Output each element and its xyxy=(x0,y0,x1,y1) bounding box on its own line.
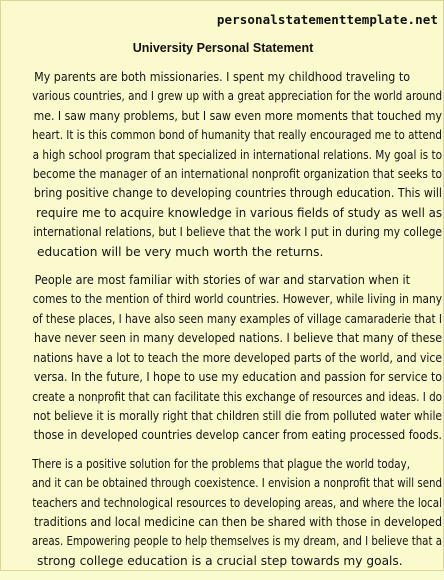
text-line: and it can be obtained through coexistence. I envision a nonprofit that will send xyxy=(31,476,443,491)
text-line: various countries, and I grew up with a great appreciation for the world around xyxy=(32,89,443,104)
paragraph-3 xyxy=(5,455,442,571)
text-line: traditions and local medicine can then be shared with those in developed xyxy=(34,514,442,529)
text-line: comes to the mention of third world countries. However, while living in many xyxy=(32,292,442,307)
text-line: become the manager of an international nonprofit organization that seeks to xyxy=(32,167,443,182)
paragraph-2 xyxy=(5,271,442,446)
text-line: versa. In the future, I hope to use my education and passion for service to xyxy=(33,370,443,385)
text-line: education will be very much worth the returns. xyxy=(37,244,324,259)
text-line: There is a positive solution for the problems that plague the world today, xyxy=(32,456,410,471)
text-line: teachers and technological resources to developing areas, and where the local xyxy=(32,495,443,510)
text-line: international relations, but I believe that the work I put in during my college xyxy=(33,225,442,240)
text-line: My parents are both missionaries. I spent my childhood traveling to xyxy=(34,70,410,84)
text-line: create a nonprofit that can facilitate this exchange of resources and ideas. I do xyxy=(32,389,442,404)
text-line: have never seen in many developed nations. I believe that many of these xyxy=(33,331,442,346)
text-line: strong college education is a crucial step towards my goals. xyxy=(37,553,403,568)
text-line: not believe it is morally right that children still die from polluted water while xyxy=(33,408,443,423)
text-line: require me to acquire knowledge in various fields of study as well as xyxy=(36,205,443,220)
text-line: of these places, I have also seen many examples of village camaraderie that I xyxy=(32,311,443,326)
document-title: University Personal Statement xyxy=(132,41,314,55)
paragraph-1 xyxy=(5,68,442,262)
text-line: a high school program that specialized in international relations. My goal is to xyxy=(32,147,442,162)
text-line: areas. Empowering people to help themselves is my dream, and I believe that a xyxy=(31,534,442,549)
text-line: People are most familiar with stories of war and starvation when it xyxy=(34,273,410,288)
site-watermark: personalstatementtemplate.net xyxy=(216,12,438,27)
text-line: those in developed countries develop cancer from eating processed foods. xyxy=(33,428,442,443)
text-line: nations have a lot to teach the more developed parts of the world, and vice xyxy=(33,350,442,365)
text-line: bring positive change to developing countries through education. This will xyxy=(33,186,442,201)
text-line: me. I saw many problems, but I saw even more moments that touched my xyxy=(33,108,442,123)
text-line: heart. It is this common bond of humanity that really encouraged me to attend xyxy=(32,128,443,143)
document-body xyxy=(5,68,442,580)
